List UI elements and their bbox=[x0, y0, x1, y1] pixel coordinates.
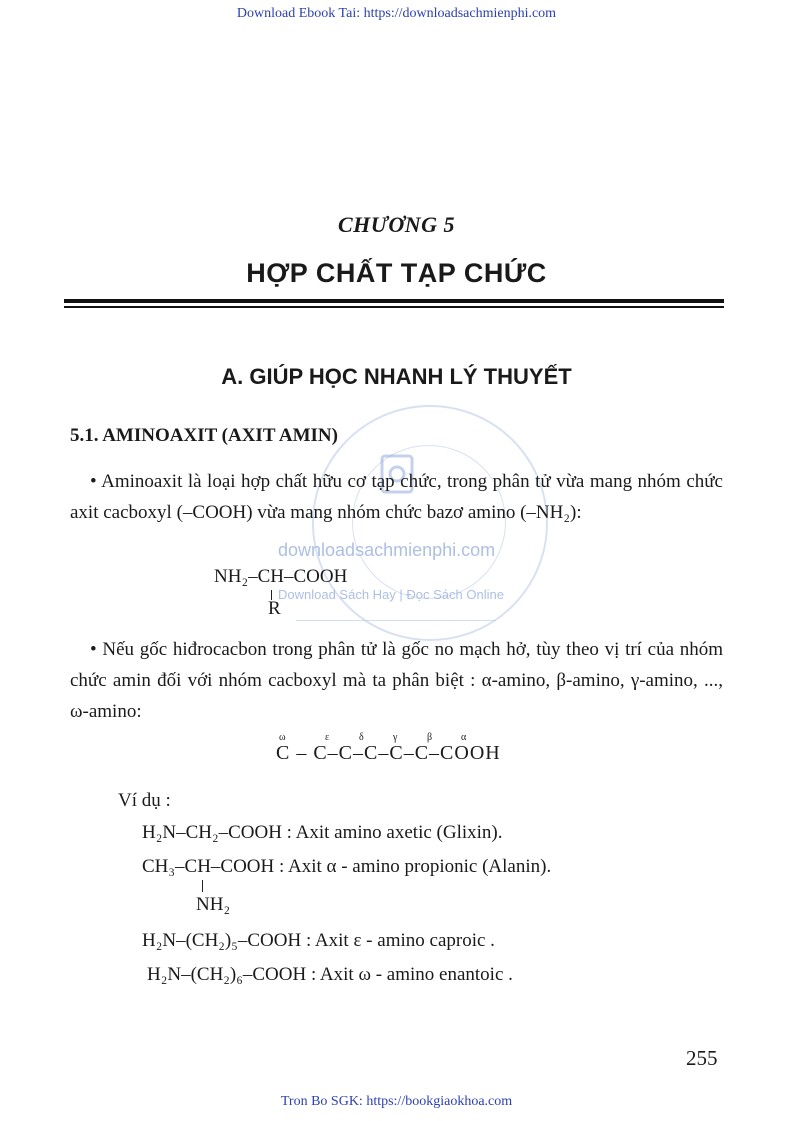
footer-sgk-link[interactable]: Tron Bo SGK: https://bookgiaokhoa.com bbox=[280, 1094, 513, 1109]
carbon-chain-formula: C – C–C–C–C–C–COOH bbox=[276, 742, 501, 764]
watermark-site: downloadsachmienphi.com bbox=[278, 540, 496, 560]
example-enantoic: H₂N–(CH₂)₆–COOH : Axit ω - amino enantoic . bbox=[147, 964, 513, 985]
greek-label-epsilon: ε bbox=[325, 732, 330, 743]
title-rule-thick bbox=[64, 299, 724, 303]
example-alanin: CH₃–CH–COOH : Axit α - amino propionic (Alanin). bbox=[142, 856, 552, 877]
paragraph-aminoaxit: • Aminoaxit là loại hợp chất hữu cơ tạp chức, trong phân tử vừa mang nhóm chức axit cacboxyl (–COOH) vừa mang nhóm chức bazơ amino (–NH₂): bbox=[70, 471, 723, 523]
greek-label-omega: ω bbox=[279, 732, 286, 743]
watermark-tagline: Download Sách Hay | Đọc Sách Online bbox=[278, 587, 504, 602]
header-download-link[interactable]: Download Ebook Tai: https://downloadsachmienphi.com bbox=[236, 6, 557, 21]
formula-general-sub: R bbox=[268, 598, 281, 619]
chapter-title: HỢP CHẤT TẠP CHỨC bbox=[246, 258, 547, 288]
greek-label-beta: β bbox=[427, 732, 433, 743]
title-rule-thin bbox=[64, 306, 724, 308]
page-number: 255 bbox=[686, 1046, 718, 1070]
greek-label-delta: δ bbox=[359, 732, 364, 743]
greek-label-alpha: α bbox=[461, 732, 467, 743]
section-title: A. GIÚP HỌC NHANH LÝ THUYẾT bbox=[221, 364, 572, 389]
subsection-heading: 5.1. AMINOAXIT (AXIT AMIN) bbox=[70, 425, 338, 446]
example-glixin: H₂N–CH₂–COOH : Axit amino axetic (Glixin). bbox=[142, 822, 503, 843]
paragraph-positions: • Nếu gốc hiđrocacbon trong phân tử là gốc no mạch hở, tùy theo vị trí của nhóm chức amin đối với nhóm cacboxyl mà ta phân biệt : α-amino, β-amino, γ-amino, ..., ω-amino: bbox=[70, 639, 723, 722]
alanin-bond bbox=[202, 880, 203, 892]
chapter-label: CHƯƠNG 5 bbox=[338, 212, 455, 237]
example-alanin-sub: NH₂ bbox=[196, 894, 231, 915]
watermark-line bbox=[296, 620, 496, 621]
greek-label-gamma: γ bbox=[393, 732, 398, 743]
formula-general: NH₂–CH–COOH bbox=[214, 566, 348, 587]
example-caproic: H₂N–(CH₂)₅–COOH : Axit ε - amino caproic . bbox=[142, 930, 495, 951]
examples-label: Ví dụ : bbox=[118, 790, 171, 811]
